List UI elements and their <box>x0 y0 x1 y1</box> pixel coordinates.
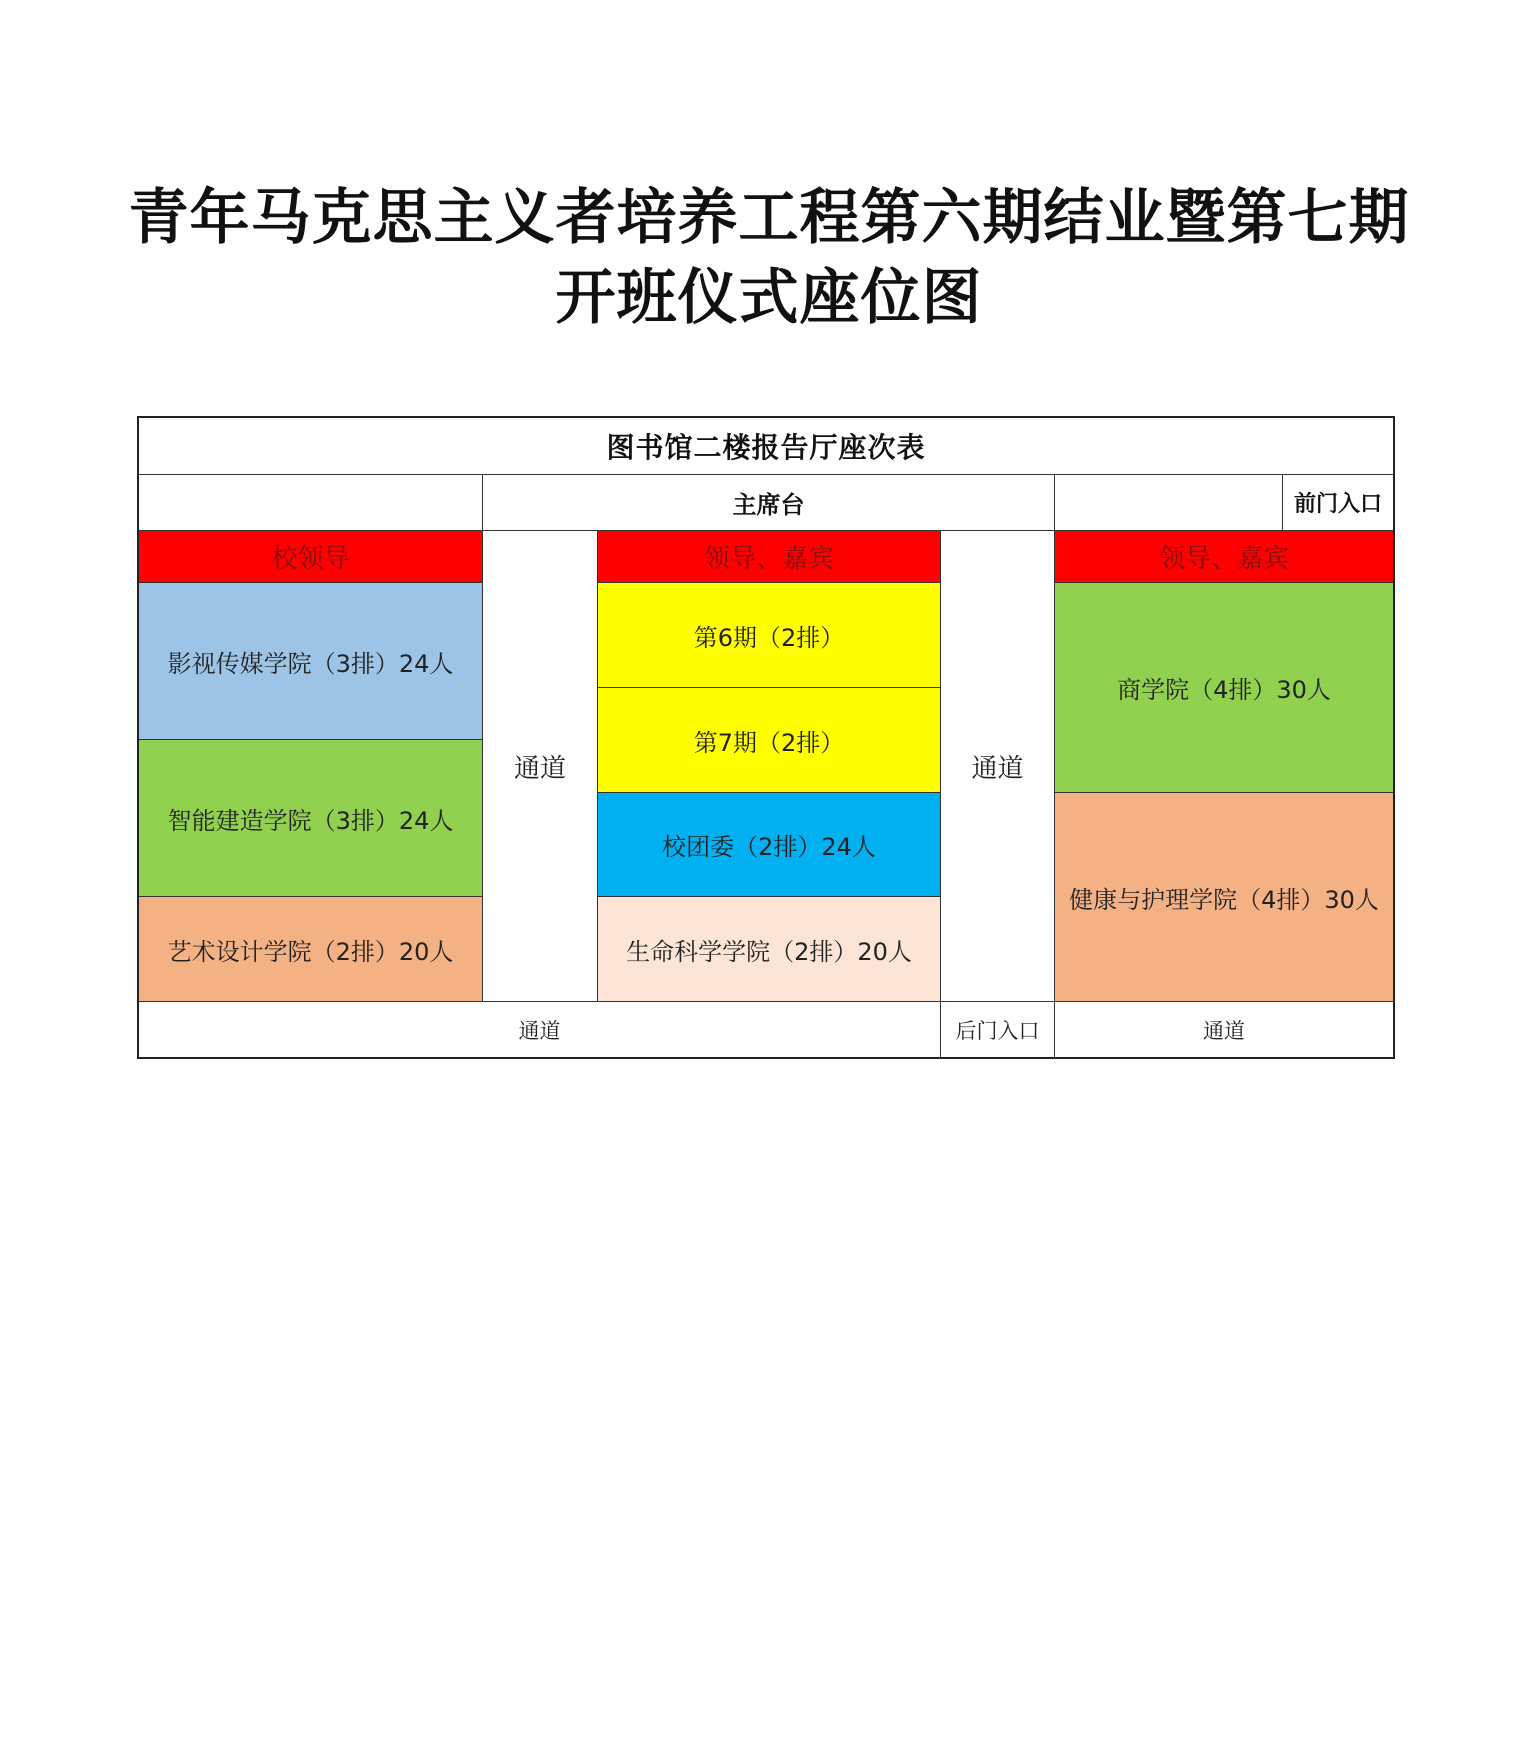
empty-cell-left <box>139 475 482 531</box>
bottom-left-aisle: 通道 <box>518 1018 561 1043</box>
seat-block-film-media: 影视传媒学院（3排）24人 <box>139 583 482 740</box>
seat-block-intelligent-construction: 智能建造学院（3排）24人 <box>139 740 482 897</box>
document-title <box>0 178 1538 338</box>
bottom-right-aisle: 通道 <box>1054 1002 1393 1057</box>
seat-block-health-nursing: 健康与护理学院（4排）30人 <box>1054 793 1393 1002</box>
right-section-header: 领导、嘉宾 <box>1054 531 1393 583</box>
left-aisle: 通道 <box>482 531 597 1002</box>
document-title-line-2: 开班仪式座位图 <box>555 263 983 333</box>
right-aisle: 通道 <box>940 531 1054 1002</box>
seat-block-youth-league: 校团委（2排）24人 <box>597 793 940 897</box>
seat-block-cohort-7: 第7期（2排） <box>597 688 940 793</box>
seating-table <box>137 416 1395 1059</box>
seat-block-business: 商学院（4排）30人 <box>1054 583 1393 793</box>
seat-block-cohort-6: 第6期（2排） <box>597 583 940 688</box>
left-section-header: 校领导 <box>139 531 482 583</box>
document-title-line-1: 青年马克思主义者培养工程第六期结业暨第七期 <box>128 183 1410 253</box>
empty-cell-right <box>1054 475 1282 531</box>
middle-section-header: 领导、嘉宾 <box>597 531 940 583</box>
front-entrance-label: 前门入口 <box>1282 475 1393 531</box>
rear-entrance-label: 后门入口 <box>940 1002 1054 1057</box>
seat-block-art-design: 艺术设计学院（2排）20人 <box>139 897 482 1002</box>
table-title: 图书馆二楼报告厅座次表 <box>139 418 1393 475</box>
seat-block-life-sciences: 生命科学学院（2排）20人 <box>597 897 940 1002</box>
stage-label: 主席台 <box>482 475 1054 531</box>
